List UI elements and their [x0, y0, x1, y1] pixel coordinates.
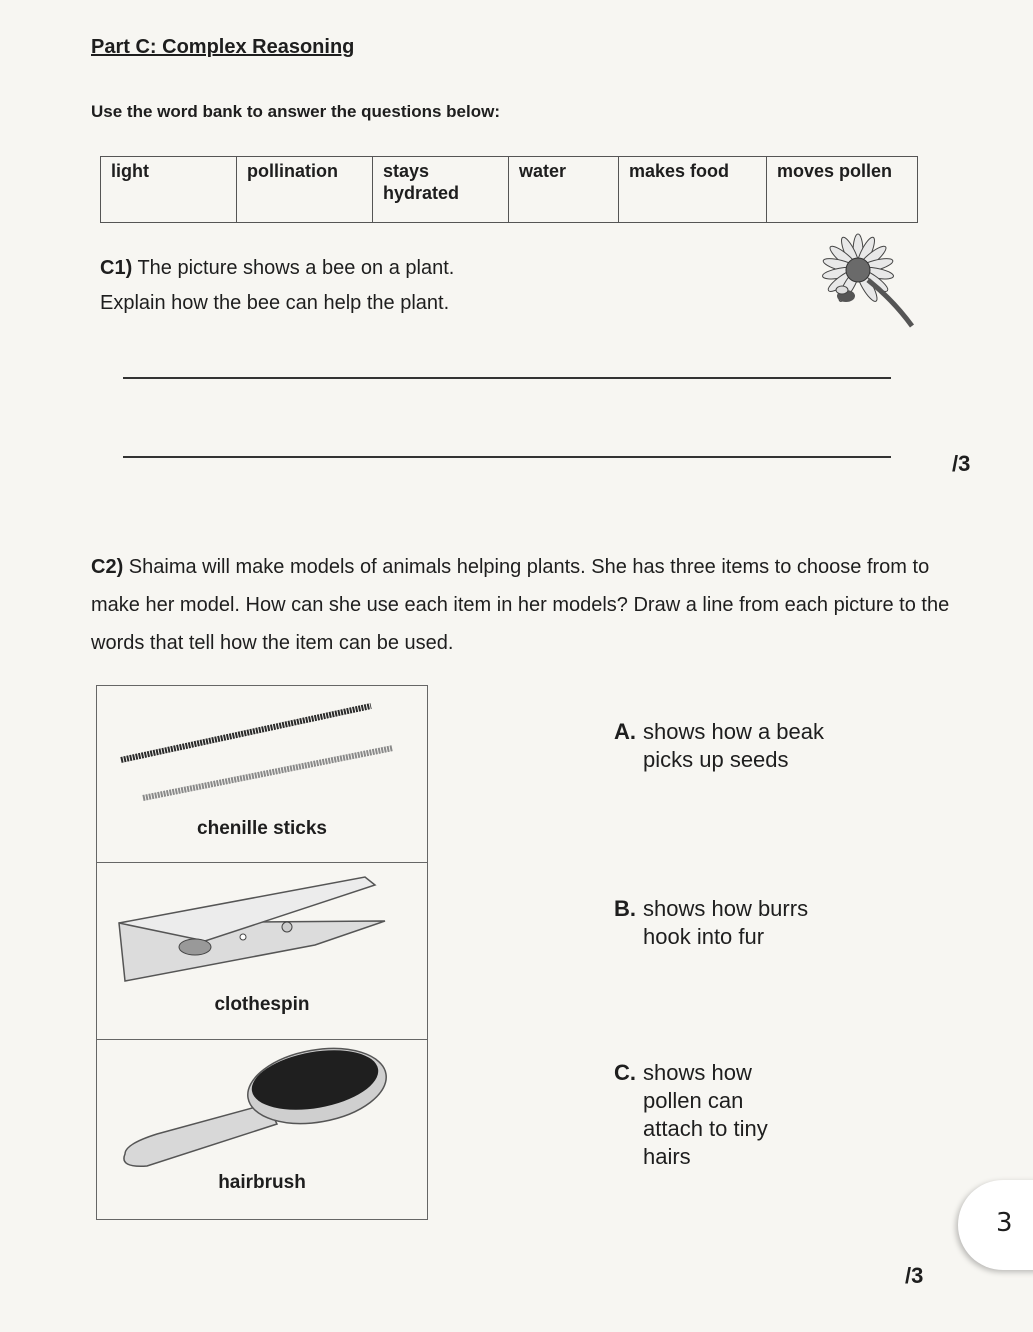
- c2-question: [91, 548, 951, 662]
- option-letter: C.: [614, 1060, 636, 1085]
- bee-on-flower-image: [808, 230, 920, 330]
- option-text: shows how a beak picks up seeds: [643, 719, 824, 772]
- option-text: shows how burrs hook into fur: [643, 896, 809, 949]
- c1-number: C1): [100, 257, 133, 279]
- section-title: Part C: Complex Reasoning: [91, 36, 355, 58]
- clothespin-image: [115, 871, 395, 991]
- item-label: chenille sticks: [197, 818, 327, 839]
- option-text: shows how pollen can attach to tiny hairs: [643, 1060, 768, 1169]
- word-bank-cell: stays hydrated: [373, 157, 509, 223]
- page-number-tab: [958, 1180, 1033, 1270]
- word-bank-cell: moves pollen: [767, 157, 918, 223]
- c1-question-line2: Explain how the bee can help the plant.: [100, 292, 450, 314]
- word-bank-cell: light: [101, 157, 237, 223]
- option-letter: B.: [614, 896, 636, 921]
- option-b[interactable]: [614, 895, 814, 951]
- word-bank-cell: makes food: [619, 157, 767, 223]
- item-label: hairbrush: [218, 1172, 306, 1193]
- page-number: 3: [996, 1208, 1013, 1238]
- c1-question-line1: [100, 257, 454, 280]
- option-a[interactable]: [614, 718, 824, 774]
- c1-score: /3: [952, 451, 971, 476]
- word-bank-instruction: Use the word bank to answer the questions below:: [91, 102, 501, 121]
- option-letter: A.: [614, 719, 636, 744]
- c2-number: C2): [91, 556, 124, 578]
- option-c[interactable]: [614, 1059, 794, 1171]
- c1-text: The picture shows a bee on a plant.: [137, 257, 455, 279]
- item-label: clothespin: [214, 994, 310, 1015]
- c1-answer-line-1[interactable]: [123, 377, 891, 379]
- hairbrush-image: [117, 1044, 387, 1174]
- item-box-chenille-sticks[interactable]: [96, 685, 428, 864]
- c1-answer-line-2[interactable]: [123, 456, 891, 458]
- item-box-clothespin[interactable]: [96, 862, 428, 1041]
- c2-text: Shaima will make models of animals helping plants. She has three items to choose from to make her model. How can she use each item in her models? Draw a line from each picture to the words that tell how the item can be used.: [91, 556, 950, 654]
- word-bank-cell: water: [509, 157, 619, 223]
- word-bank-cell: pollination: [237, 157, 373, 223]
- word-bank-table: [100, 156, 918, 223]
- item-box-hairbrush[interactable]: [96, 1039, 428, 1220]
- chenille-sticks-image: [117, 698, 407, 808]
- c2-score: /3: [905, 1263, 924, 1288]
